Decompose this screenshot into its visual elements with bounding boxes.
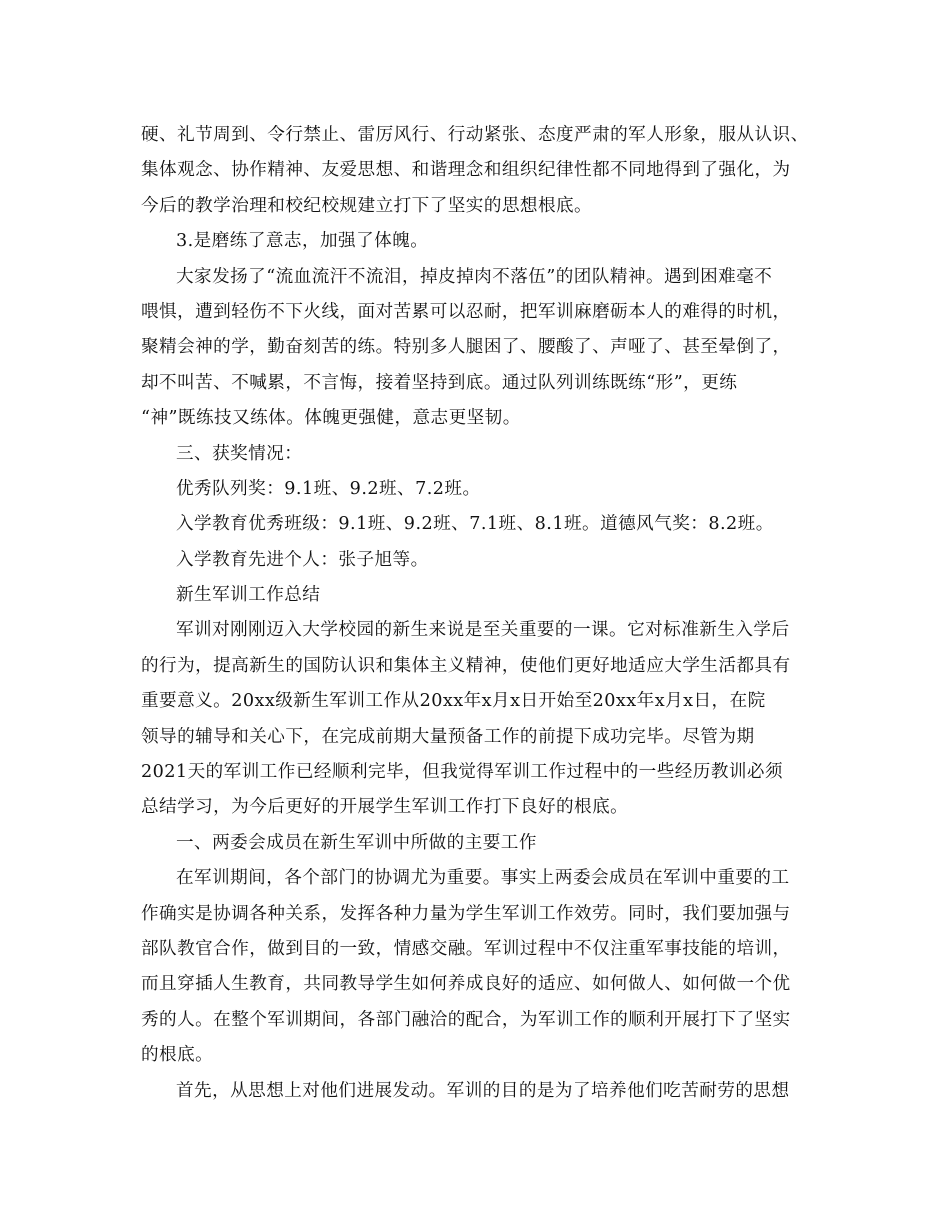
text-line: 入学教育优秀班级：9.1班、9.2班、7.1班、8.1班。道德风气奖：8.2班。 bbox=[176, 514, 774, 535]
text-line: 的根底。 bbox=[141, 1045, 214, 1066]
text-line: 一、两委会成员在新生军训中所做的主要工作 bbox=[176, 832, 537, 853]
text-line: 首先，从思想上对他们进展发动。军训的目的是为了培养他们吃苦耐劳的思想 bbox=[176, 1080, 790, 1101]
text-line: 重要意义。20xx级新生军训工作从20xx年x月x日开始至20xx年x月x日，在院 bbox=[141, 691, 766, 712]
document-body bbox=[141, 118, 821, 1109]
text-line: 硬、礼节周到、令行禁止、雷厉风行、行动紧张、态度严肃的军人形象，服从认识、 bbox=[141, 125, 809, 145]
text-line: 入学教育先进个人：张子旭等。 bbox=[176, 549, 429, 570]
text-line: 在军训期间，各个部门的协调尤为重要。事实上两委会成员在军训中重要的工 bbox=[176, 868, 790, 889]
text-line: 而且穿插人生教育，共同教导学生如何养成良好的适应、如何做人、如何做一个优 bbox=[141, 974, 791, 995]
text-line: 大家发扬了“流血流汗不流泪，掉皮掉肉不落伍”的团队精神。遇到困难毫不 bbox=[176, 266, 773, 287]
text-line: 优秀队列奖：9.1班、9.2班、7.2班。 bbox=[176, 478, 481, 499]
text-line: 喂惧，遭到轻伤不下火线，面对苦累可以忍耐，把军训麻磨砺本人的难得的时机， bbox=[141, 301, 791, 322]
text-line: 今后的教学治理和校纪校规建立打下了坚实的思想根底。 bbox=[141, 195, 593, 216]
text-line: 三、获奖情况： bbox=[176, 443, 303, 464]
text-line: 聚精会神的学，勤奋刻苦的练。特别多人腿困了、腰酸了、声哑了、甚至晕倒了， bbox=[141, 337, 791, 358]
text-line: 总结学习，为今后更好的开展学生军训工作打下良好的根底。 bbox=[141, 797, 629, 818]
text-line: 部队教官合作，做到目的一致，情感交融。军训过程中不仅注重军事技能的培训， bbox=[141, 938, 791, 959]
text-line: 军训对刚刚迈入大学校园的新生来说是至关重要的一课。它对标准新生入学后 bbox=[176, 620, 790, 641]
text-line: 领导的辅导和关心下，在完成前期大量预备工作的前提下成功完毕。尽管为期 bbox=[141, 726, 755, 747]
text-line: “神”既练技又练体。体魄更强健，意志更坚韧。 bbox=[141, 408, 521, 429]
text-line: 的行为，提高新生的国防认识和集体主义精神，使他们更好地适应大学生活都具有 bbox=[141, 655, 791, 676]
text-line: 作确实是协调各种关系，发挥各种力量为学生军训工作效劳。同时，我们要加强与 bbox=[141, 903, 791, 924]
text-line: 2021天的军训工作已经顺利完毕，但我觉得军训工作过程中的一些经历教训必须 bbox=[141, 762, 784, 783]
text-line: 集体观念、协作精神、友爱思想、和谐理念和组织纪律性都不同地得到了强化，为 bbox=[141, 160, 791, 181]
text-line: 新生军训工作总结 bbox=[176, 585, 321, 606]
text-line: 秀的人。在整个军训期间，各部门融洽的配合，为军训工作的顺利开展打下了坚实 bbox=[141, 1009, 791, 1030]
text-line: 却不叫苦、不喊累，不言悔，接着坚持到底。通过队列训练既练“形”，更练 bbox=[141, 372, 738, 393]
text-line: 3.是磨练了意志，加强了体魄。 bbox=[176, 231, 429, 252]
